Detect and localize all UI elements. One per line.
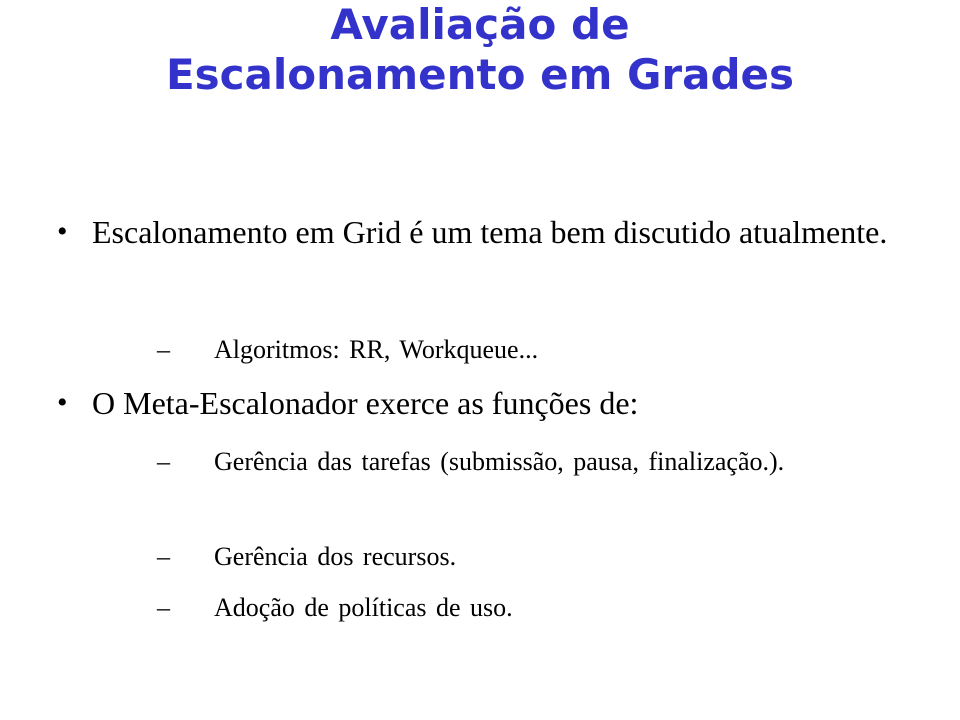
sub-marker: –	[157, 335, 170, 364]
sub-marker: –	[157, 593, 170, 622]
title-line-2: Escalonamento em Grades	[165, 50, 795, 99]
bullet-text: Escalonamento em Grid é um tema bem discutido atualmente.	[92, 214, 888, 250]
bullet-item	[0, 381, 960, 425]
bullet-item	[0, 210, 960, 300]
sub-marker: –	[157, 542, 170, 571]
sub-marker: –	[157, 447, 170, 476]
title-line-1: Avaliação de	[330, 0, 630, 49]
slide-title	[0, 0, 960, 100]
bullet-text: O Meta-Escalonador exerce as funções de:	[92, 385, 639, 421]
sub-text: Adoção de políticas de uso.	[214, 593, 513, 622]
bullet-marker: •	[57, 215, 68, 248]
sub-text: Gerência dos recursos.	[214, 542, 457, 571]
bullet-marker: •	[57, 386, 68, 419]
sub-text: Algoritmos: RR, Workqueue...	[214, 335, 539, 364]
sub-text: Gerência das tarefas (submissão, pausa, finalização.).	[214, 447, 785, 476]
